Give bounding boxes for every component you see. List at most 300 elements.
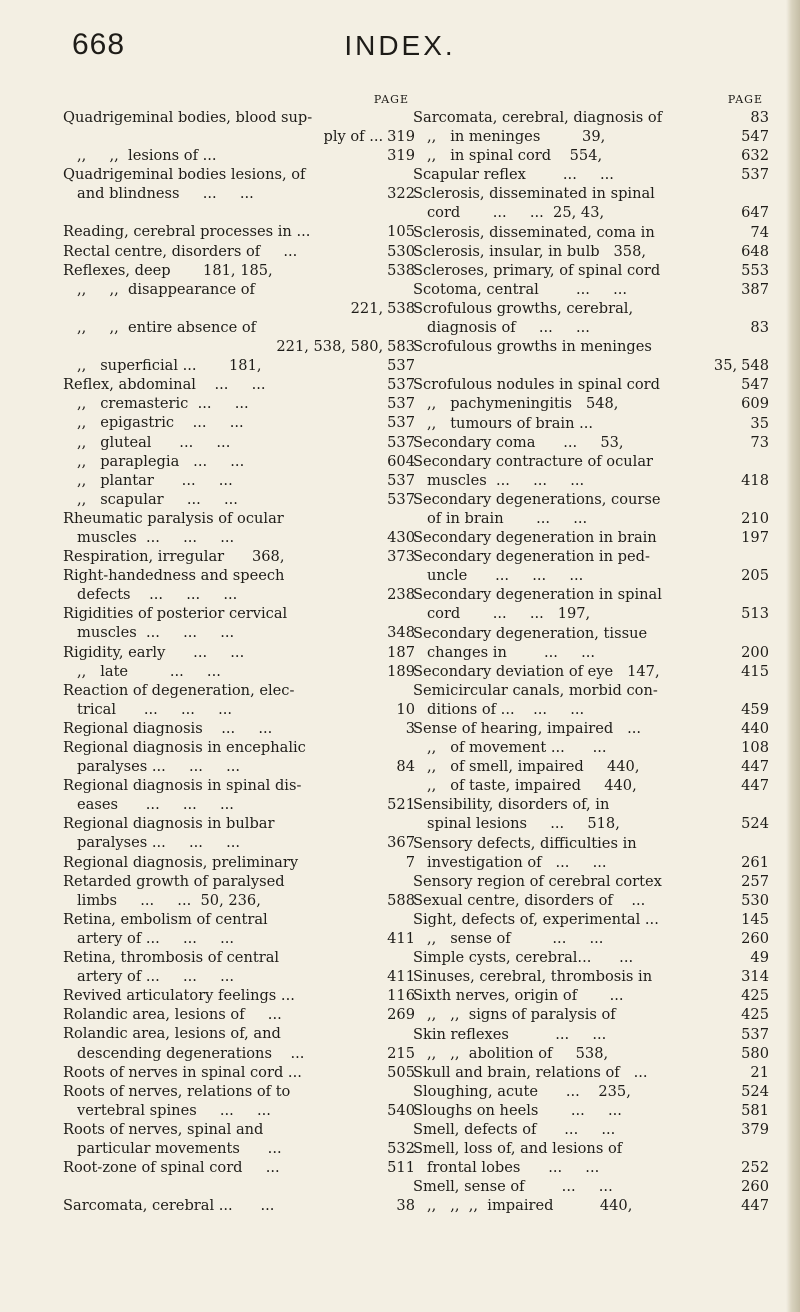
entry-text: Sloughing, acute ... 235, — [413, 1082, 631, 1100]
index-entry-line — [413, 318, 769, 337]
index-entry — [413, 223, 769, 242]
entry-page-ref: 537 — [387, 471, 415, 489]
entry-text: Simple cysts, cerebral... ... — [413, 949, 634, 967]
index-entry — [413, 528, 769, 547]
index-entry-line — [413, 127, 769, 146]
index-entry-line — [413, 547, 769, 566]
entry-text: vertebral spines ... ... — [77, 1101, 271, 1119]
entry-text: paralyses ... ... ... — [77, 834, 241, 852]
index-entry — [413, 585, 769, 623]
index-entry — [413, 280, 769, 299]
entry-text: ,, late ... ... — [77, 662, 221, 680]
index-entry-line — [63, 1044, 415, 1063]
index-entry-line — [63, 299, 415, 318]
index-entry — [63, 1196, 415, 1215]
entry-page-ref: 260 — [741, 1178, 769, 1196]
index-entry-line — [413, 299, 769, 318]
entry-text: ,, plantar ... ... — [77, 471, 233, 489]
entry-page-ref: 269 — [387, 1006, 415, 1024]
entry-text: cord ... ... 25, 43, — [427, 204, 605, 222]
index-entry — [413, 624, 769, 662]
entry-text: Reflex, abdominal ... ... — [63, 376, 266, 394]
entry-page-ref: 38 — [396, 1197, 415, 1215]
index-entry-line — [63, 1063, 415, 1082]
entry-text: Sclerosis, insular, in bulb 358, — [413, 242, 647, 260]
index-entry — [63, 471, 415, 490]
index-entry — [63, 662, 415, 681]
entry-page-ref: 49 — [750, 949, 769, 967]
index-entry — [63, 643, 415, 662]
entry-text: Roots of nerves in spinal cord ... — [63, 1063, 302, 1081]
entry-text: Rolandic area, lesions of ... — [63, 1006, 282, 1024]
index-entry-line — [63, 719, 415, 738]
entry-page-ref: 200 — [741, 643, 769, 661]
index-entry — [413, 795, 769, 833]
entry-page-ref: 511 — [387, 1159, 415, 1177]
index-entry-line — [413, 146, 769, 165]
entry-text: Skin reflexes ... ... — [413, 1025, 607, 1043]
entry-text: ,, ,, abolition of 538, — [427, 1044, 609, 1062]
entry-page-ref: 108 — [741, 739, 769, 757]
entry-text: Scrofulous growths, cerebral, — [413, 299, 634, 317]
index-entry-line — [63, 165, 415, 184]
index-entry — [63, 738, 415, 776]
index-entry — [413, 547, 769, 585]
index-entry — [63, 719, 415, 738]
entry-text: ,, ,, lesions of ... — [77, 147, 217, 165]
entry-page-ref: 538 — [387, 299, 415, 317]
index-entry-line — [413, 528, 769, 547]
index-entry-line — [63, 146, 415, 165]
index-entry-line — [413, 375, 769, 394]
entry-text: Sarcomata, cerebral, diagnosis of — [413, 109, 663, 126]
entry-page-ref: 538 — [387, 261, 415, 279]
entry-text: Sight, defects of, experimental ... — [413, 910, 659, 928]
index-entry — [413, 165, 769, 184]
entry-text: Smell, defects of ... ... — [413, 1120, 616, 1138]
entry-page-ref: 10 — [396, 700, 415, 718]
entry-page-ref: 116 — [387, 987, 415, 1005]
entry-text: Sloughs on heels ... ... — [413, 1101, 622, 1119]
entry-page-ref: 83 — [750, 319, 769, 337]
index-entry-line — [413, 414, 769, 433]
index-entry — [413, 1177, 769, 1196]
index-entry — [63, 1063, 415, 1082]
index-entry — [63, 948, 415, 986]
entry-page-ref: 314 — [741, 968, 769, 986]
entry-page-ref: 3 — [405, 719, 415, 737]
index-entry-line — [63, 280, 415, 299]
index-entry — [413, 1082, 769, 1101]
index-entry-line — [413, 585, 769, 604]
index-entry-line — [413, 280, 769, 299]
page-number: 668 — [72, 28, 126, 61]
entry-text: Sinuses, cerebral, thrombosis in — [413, 968, 653, 986]
entry-text: Reflexes, deep 181, 185, — [63, 261, 273, 279]
index-entry-line — [413, 624, 769, 643]
entry-text: Retina, embolism of central — [63, 910, 268, 928]
entry-text: uncle ... ... ... — [427, 567, 584, 585]
entry-page-ref: 609 — [741, 395, 769, 413]
entry-text: 221, — [350, 299, 384, 317]
index-entry — [413, 929, 769, 948]
entry-page-ref: 521 — [387, 796, 415, 814]
entry-text: Root-zone of spinal cord ... — [63, 1159, 280, 1177]
index-entry-line — [413, 566, 769, 585]
entry-page-ref: 447 — [741, 777, 769, 795]
entries-left — [63, 108, 415, 1215]
entry-text: Sense of hearing, impaired ... — [413, 720, 642, 737]
entry-page-ref: 425 — [741, 987, 769, 1005]
index-entry — [413, 986, 769, 1005]
index-entry-line — [63, 1158, 415, 1177]
entry-text: muscles ... ... ... — [77, 528, 235, 546]
index-entry — [413, 1005, 769, 1024]
index-entry — [63, 566, 415, 604]
entry-page-ref: 260 — [741, 930, 769, 948]
entry-text: Secondary degeneration in brain — [413, 529, 657, 547]
entry-page-ref: 604 — [387, 452, 415, 470]
index-entry-line — [63, 853, 415, 872]
entry-text: Retina, thrombosis of central — [63, 949, 280, 967]
entry-text: cord ... ... 197, — [427, 605, 591, 623]
entry-text: ,, sense of ... ... — [427, 930, 604, 948]
index-entry-line — [413, 1120, 769, 1139]
index-entry-line — [413, 872, 769, 891]
index-entry-line — [413, 700, 769, 719]
entry-page-ref: 74 — [750, 223, 769, 241]
index-entry — [63, 490, 415, 509]
index-entry-line — [63, 1101, 415, 1120]
index-entry — [413, 1044, 769, 1063]
entry-page-ref: 513 — [741, 605, 769, 623]
index-entry — [63, 146, 415, 165]
entry-page-ref: 447 — [741, 1197, 769, 1215]
index-entry-line — [63, 795, 415, 814]
index-entry-line — [413, 814, 769, 833]
index-entry-line — [63, 929, 415, 948]
entry-page-ref: 532 — [387, 1139, 415, 1157]
index-entry — [413, 1025, 769, 1044]
entry-text: ,, paraplegia ... ... — [77, 452, 245, 470]
index-entry-line — [63, 833, 415, 852]
entry-text: frontal lobes ... ... — [427, 1159, 600, 1177]
index-entry-line — [63, 222, 415, 241]
entry-text: Roots of nerves, spinal and — [63, 1120, 264, 1138]
index-entry — [413, 127, 769, 146]
index-entry-line — [63, 1139, 415, 1158]
index-entry-line — [63, 700, 415, 719]
index-entry-line — [413, 1101, 769, 1120]
entry-page-ref: 411 — [387, 968, 415, 986]
entry-text: ,, in spinal cord 554, — [427, 147, 603, 165]
index-entry — [63, 280, 415, 318]
index-entry — [63, 261, 415, 280]
index-entry-line — [63, 1082, 415, 1101]
entries-right — [413, 108, 769, 1215]
entry-text: Scrofulous growths in meninges — [413, 338, 652, 356]
index-entry-line — [413, 1196, 769, 1215]
index-entry — [63, 222, 415, 241]
index-entry-line — [63, 242, 415, 261]
index-entry-line — [63, 986, 415, 1005]
index-entry-line — [413, 948, 769, 967]
entry-page-ref: 238 — [387, 586, 415, 604]
section-gap — [63, 1177, 415, 1196]
entry-text: Smell, loss of, and lesions of — [413, 1140, 623, 1158]
entry-text: Scleroses, primary, of spinal cord — [413, 261, 661, 279]
index-entry-line — [63, 184, 415, 203]
index-column-right — [413, 92, 769, 1215]
index-entry-line — [413, 1063, 769, 1082]
index-entry — [413, 738, 769, 757]
page-edge — [786, 0, 800, 1312]
entry-text: ,, of movement ... ... — [427, 739, 607, 757]
entry-text: muscles ... ... ... — [77, 624, 235, 642]
entry-text: Sensory region of cerebral cortex — [413, 872, 662, 890]
entry-text: Sclerosis, disseminated in spinal — [413, 185, 655, 203]
index-entry-line — [63, 413, 415, 432]
index-entry-line — [413, 1177, 769, 1196]
entry-page-ref: 319 — [387, 128, 415, 146]
index-entry — [63, 814, 415, 852]
index-entry-line — [63, 1024, 415, 1043]
index-entry — [63, 1024, 415, 1062]
index-entry-line — [413, 910, 769, 929]
entry-page-ref: 547 — [741, 128, 769, 146]
index-entry-line — [413, 795, 769, 814]
entry-text: Right-handedness and speech — [63, 567, 285, 585]
entry-text: Rolandic area, lesions of, and — [63, 1025, 281, 1043]
entry-text: Sexual centre, disorders of ... — [413, 891, 646, 909]
entry-text: Quadrigeminal bodies lesions, of — [63, 166, 306, 184]
index-entry-line — [413, 471, 769, 490]
entry-text: ,, ,, disappearance of — [77, 280, 255, 298]
entry-page-ref: 537 — [387, 414, 415, 432]
index-entry — [63, 872, 415, 910]
entry-page-ref: 537 — [387, 357, 415, 375]
index-entry-line — [413, 184, 769, 203]
entry-text: ,, ,, entire absence of — [77, 318, 257, 336]
entry-page-ref: 418 — [741, 471, 769, 489]
entry-page-ref: 537 — [387, 395, 415, 413]
entry-page-ref: 21 — [750, 1063, 769, 1081]
index-entry — [413, 261, 769, 280]
entry-page-ref: 83 — [750, 109, 769, 126]
entry-text: of in brain ... ... — [427, 509, 588, 527]
index-entry-line — [63, 566, 415, 585]
entry-text: and blindness ... ... — [77, 185, 254, 203]
index-entry-line — [63, 108, 415, 127]
index-entry — [63, 165, 415, 203]
entry-text: ,, tumours of brain ... — [427, 414, 594, 432]
index-entry-line — [413, 108, 769, 127]
entry-page-ref: 84 — [396, 758, 415, 776]
entry-text: Secondary degeneration in spinal — [413, 586, 662, 604]
index-entry-line — [63, 757, 415, 776]
column-page-header: PAGE — [727, 93, 763, 106]
index-entry-line — [63, 318, 415, 337]
entry-page-ref: 632 — [741, 147, 769, 165]
index-entry-line — [413, 452, 769, 471]
entry-page-ref: 447 — [741, 758, 769, 776]
index-entry-line — [413, 681, 769, 700]
index-entry — [413, 490, 769, 528]
entry-page-ref: 547 — [741, 376, 769, 394]
index-entry — [413, 184, 769, 222]
index-entry — [413, 1101, 769, 1120]
index-entry — [413, 1120, 769, 1139]
entry-text: artery of ... ... ... — [77, 968, 235, 986]
entry-text: Semicircular canals, morbid con- — [413, 681, 658, 699]
index-entry-line — [63, 948, 415, 967]
entry-page-ref: 257 — [741, 872, 769, 890]
index-entry-line — [413, 834, 769, 853]
entry-text: limbs ... ... 50, 236, — [77, 891, 261, 909]
entry-text: Quadrigeminal bodies, blood sup- — [63, 109, 313, 126]
index-entry-line — [413, 490, 769, 509]
index-entry — [63, 1158, 415, 1177]
index-entry-line — [63, 643, 415, 662]
entry-text: ,, scapular ... ... — [77, 490, 238, 508]
index-entry — [413, 242, 769, 261]
index-entry-line — [63, 681, 415, 700]
entry-page-ref: 348 — [387, 624, 415, 642]
entry-page-ref: 553 — [741, 261, 769, 279]
index-entry-line — [63, 547, 415, 566]
index-entry-line — [413, 356, 769, 375]
entry-page-ref: 411 — [387, 929, 415, 947]
index-entry — [63, 1005, 415, 1024]
index-entry — [63, 394, 415, 413]
index-entry-line — [63, 375, 415, 394]
entry-page-ref: 580 — [741, 1044, 769, 1062]
entry-page-ref: 367 — [387, 834, 415, 852]
entry-page-ref: 530 — [387, 242, 415, 260]
index-entry-line — [63, 528, 415, 547]
entry-text: ,, ,, ,, impaired 440, — [427, 1197, 633, 1215]
index-entry-line — [63, 127, 415, 146]
index-entry-line — [413, 604, 769, 623]
index-entry-line — [413, 643, 769, 662]
entry-text: Rectal centre, disorders of ... — [63, 242, 298, 260]
entry-page-ref: 189 — [387, 662, 415, 680]
entry-text: Regional diagnosis in encephalic — [63, 739, 306, 756]
index-entry-line — [413, 719, 769, 738]
entry-page-ref: 252 — [741, 1159, 769, 1177]
entry-page-ref: 373 — [387, 548, 415, 566]
entry-page-ref: 524 — [741, 815, 769, 833]
entry-page-ref: 540 — [387, 1101, 415, 1119]
index-entry — [413, 394, 769, 413]
entry-page-ref: 505 — [387, 1063, 415, 1081]
index-entry — [413, 299, 769, 337]
entry-page-ref: 647 — [741, 204, 769, 222]
index-entry-line — [413, 967, 769, 986]
entry-page-ref: 387 — [741, 280, 769, 298]
entry-page-ref: 537 — [387, 376, 415, 394]
entry-text: Secondary coma ... 53, — [413, 433, 624, 451]
index-entry-line — [413, 1158, 769, 1177]
entry-text: diagnosis of ... ... — [427, 319, 590, 337]
entry-text: Reaction of degeneration, elec- — [63, 681, 295, 699]
entry-text: Secondary degeneration in ped- — [413, 548, 650, 566]
entry-text: trical ... ... ... — [77, 700, 233, 718]
entry-page-ref: 648 — [741, 242, 769, 260]
column-page-header: PAGE — [373, 93, 409, 106]
entry-text: Respiration, irregular 368, — [63, 548, 285, 566]
index-entry-line — [63, 452, 415, 471]
entry-text: Secondary contracture of ocular — [413, 452, 654, 470]
index-entry-line — [413, 738, 769, 757]
index-entry-line — [413, 853, 769, 872]
index-entry-line — [63, 394, 415, 413]
index-entry — [413, 910, 769, 929]
entry-page-ref: 440 — [741, 720, 769, 737]
index-entry — [413, 681, 769, 719]
entry-page-ref: 583 — [387, 338, 415, 356]
index-entry — [413, 375, 769, 394]
index-entry — [413, 1196, 769, 1215]
entry-page-ref: 105 — [387, 223, 415, 241]
index-entry-line — [63, 1005, 415, 1024]
index-entry — [63, 986, 415, 1005]
entry-page-ref: 322 — [387, 185, 415, 203]
entry-text: Sarcomata, cerebral ... ... — [63, 1197, 275, 1215]
index-entry-line — [63, 967, 415, 986]
entry-text: Reading, cerebral processes in ... — [63, 223, 311, 241]
index-entry-line — [63, 585, 415, 604]
index-entry-line — [63, 814, 415, 833]
entry-text: ,, cremasteric ... ... — [77, 395, 249, 413]
entry-text: Regional diagnosis in bulbar — [63, 815, 275, 833]
index-entry-line — [413, 1082, 769, 1101]
index-entry-line — [63, 261, 415, 280]
index-entry — [63, 1120, 415, 1158]
entry-text: Regional diagnosis, preliminary — [63, 853, 299, 871]
entry-text: particular movements ... — [77, 1139, 282, 1157]
entry-text: Scotoma, central ... ... — [413, 280, 627, 298]
index-entry-line — [413, 929, 769, 948]
index-entry — [63, 910, 415, 948]
index-entry — [413, 776, 769, 795]
index-entry-line — [63, 776, 415, 795]
entry-page-ref: 319 — [387, 147, 415, 165]
entry-text: Roots of nerves, relations of to — [63, 1082, 291, 1100]
index-entry — [413, 891, 769, 910]
entry-text: Scapular reflex ... ... — [413, 166, 614, 184]
entry-text: changes in ... ... — [427, 643, 595, 661]
entry-text: Regional diagnosis ... ... — [63, 719, 273, 737]
index-entry-line — [413, 337, 769, 356]
index-entry — [413, 1139, 769, 1177]
index-entry-line — [413, 1044, 769, 1063]
index-entry-line — [413, 242, 769, 261]
index-entry — [63, 433, 415, 452]
entry-text: Regional diagnosis in spinal dis- — [63, 777, 302, 795]
entry-page-ref: 430 — [387, 528, 415, 546]
index-entry — [413, 948, 769, 967]
index-entry — [63, 604, 415, 642]
entry-text: artery of ... ... ... — [77, 929, 235, 947]
index-entry — [63, 242, 415, 261]
entry-text: ,, of smell, impaired 440, — [427, 758, 640, 776]
running-head — [0, 24, 800, 74]
index-entry-line — [63, 662, 415, 681]
index-entry — [413, 414, 769, 433]
index-entry-line — [413, 1025, 769, 1044]
index-entry-line — [63, 910, 415, 929]
